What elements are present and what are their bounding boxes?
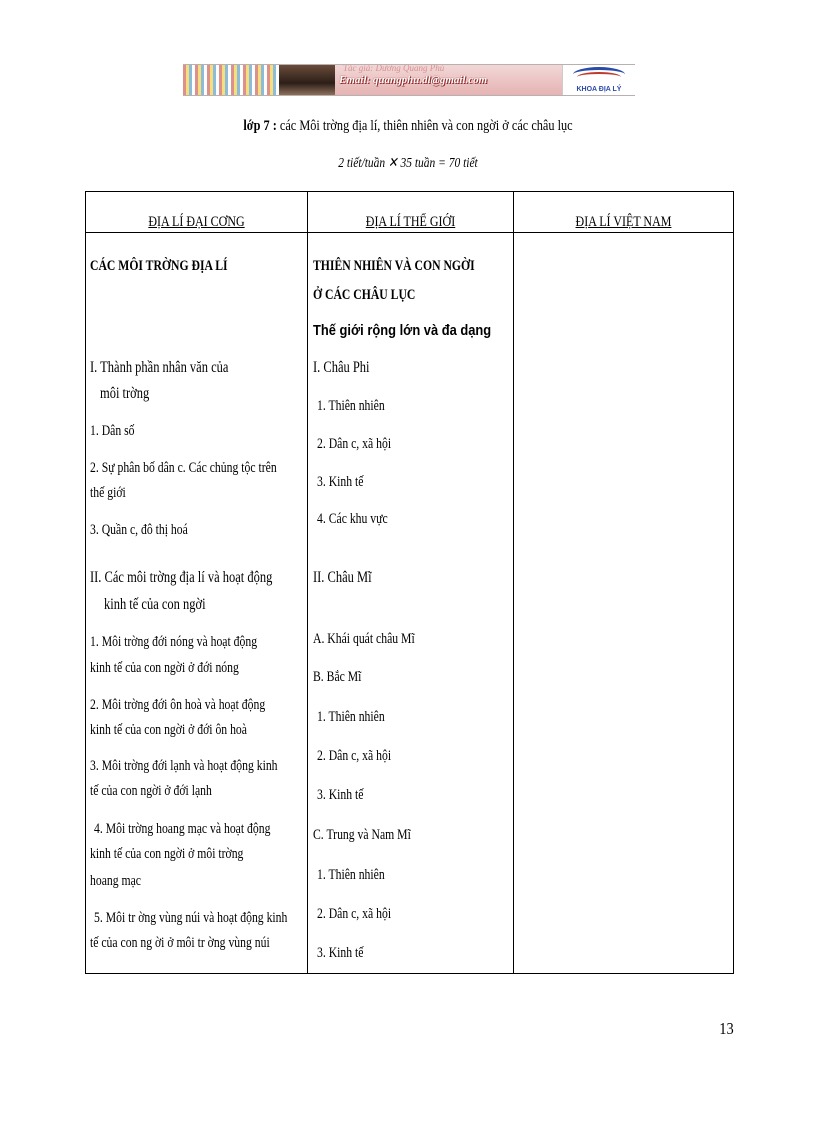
list-item: 3. Môi trờng đới lạnh và hoạt động kinh — [90, 758, 278, 774]
list-item: A. Khái quát châu Mĩ — [313, 631, 415, 647]
chapter-heading: I. Châu Phi — [313, 359, 370, 376]
list-item: 2. Sự phân bố dân c. Các chủng tộc trên — [90, 460, 277, 476]
page-number: 13 — [719, 1019, 734, 1038]
title-prefix: lớp 7 : — [243, 118, 277, 134]
banner-email: Email: quangphu.dl@gmail.com — [339, 74, 488, 86]
section-heading: CÁC MÔI TRỜNG ĐỊA LÍ — [90, 258, 228, 274]
header-vietnam: ĐỊA LÍ VIỆT NAM — [575, 214, 672, 230]
banner-logo-text: KHOA ĐỊA LÝ — [576, 86, 622, 93]
table-row — [86, 233, 734, 974]
list-item: 3. Kinh tế — [317, 945, 364, 961]
khoa-dia-ly-logo-icon — [562, 65, 635, 95]
document-subtitle: 2 tiết/tuần ✕ 35 tuần = 70 tiết — [338, 156, 478, 171]
list-item-cont: kinh tế của con ngời ở đới nóng — [90, 660, 239, 676]
list-item: 5. Môi tr ờng vùng núi và hoạt động kinh — [94, 910, 288, 926]
list-item: 2. Dân c, xã hội — [317, 906, 392, 922]
list-item: 2. Dân c, xã hội — [317, 436, 392, 452]
list-item: 1. Thiên nhiên — [317, 398, 385, 414]
list-item: 2. Môi trờng đới ôn hoà và hoạt động — [90, 697, 266, 713]
list-item: C. Trung và Nam Mĩ — [313, 827, 411, 843]
banner-photo-image — [279, 65, 335, 95]
banner-text-area — [335, 65, 562, 95]
chapter-heading: I. Thành phần nhân văn của — [90, 359, 229, 376]
section-heading-cont: Ở CÁC CHÂU LỤC — [313, 287, 416, 303]
header-banner — [183, 64, 635, 96]
banner-author: Tác giả: Dương Quang Phú — [343, 64, 445, 73]
list-item: 4. Môi trờng hoang mạc và hoạt động — [94, 821, 271, 837]
list-item: 1. Thiên nhiên — [317, 709, 385, 725]
section-heading: THIÊN NHIÊN VÀ CON NGỜI — [313, 258, 475, 274]
column-general-geography — [86, 233, 308, 974]
chapter-heading: II. Các môi trờng địa lí và hoạt động — [90, 569, 273, 586]
list-item: 1. Dân số — [90, 423, 135, 439]
column-world-geography — [308, 233, 514, 974]
list-item: B. Bắc Mĩ — [313, 669, 362, 685]
topic-heading: Thế giới rộng lớn và đa dạng — [313, 322, 492, 339]
header-world: ĐỊA LÍ THẾ GIỚI — [365, 214, 456, 230]
chapter-heading: II. Châu Mĩ — [313, 569, 372, 586]
list-item: 3. Kinh tế — [317, 787, 364, 803]
table-header-row — [86, 192, 734, 233]
list-item: 4. Các khu vực — [317, 511, 388, 527]
list-item-cont: kinh tế của con ngời ở môi trờng — [90, 846, 244, 862]
list-item: 3. Kinh tế — [317, 474, 364, 490]
logo-arc-red — [577, 72, 621, 82]
curriculum-table — [85, 191, 734, 974]
list-item-cont: tế của con ng ời ở môi tr ờng vùng núi — [90, 935, 270, 951]
list-item: 1. Môi trờng đới nóng và hoạt động — [90, 634, 258, 650]
banner-mosaic-image — [183, 65, 279, 95]
header-cell-vietnam — [514, 192, 734, 233]
list-item-cont: kinh tế của con ngời ở đới ôn hoà — [90, 722, 247, 738]
title-rest: các Môi trờng địa lí, thiên nhiên và con ngời ở các châu lục — [276, 118, 573, 134]
list-item-cont: tế của con ngời ở đới lạnh — [90, 783, 212, 799]
chapter-heading-cont: môi trờng — [100, 385, 150, 402]
column-vietnam-geography — [514, 233, 734, 974]
header-general: ĐỊA LÍ ĐẠI CƠNG — [148, 214, 245, 230]
list-item-cont: hoang mạc — [90, 873, 142, 889]
list-item-cont: thế giới — [90, 485, 126, 501]
header-cell-world — [308, 192, 514, 233]
list-item: 1. Thiên nhiên — [317, 867, 385, 883]
document-title — [73, 118, 742, 135]
list-item: 2. Dân c, xã hội — [317, 748, 392, 764]
header-cell-general — [86, 192, 308, 233]
chapter-heading-cont: kinh tế của con ngời — [104, 596, 206, 613]
list-item: 3. Quần c, đô thị hoá — [90, 522, 188, 538]
